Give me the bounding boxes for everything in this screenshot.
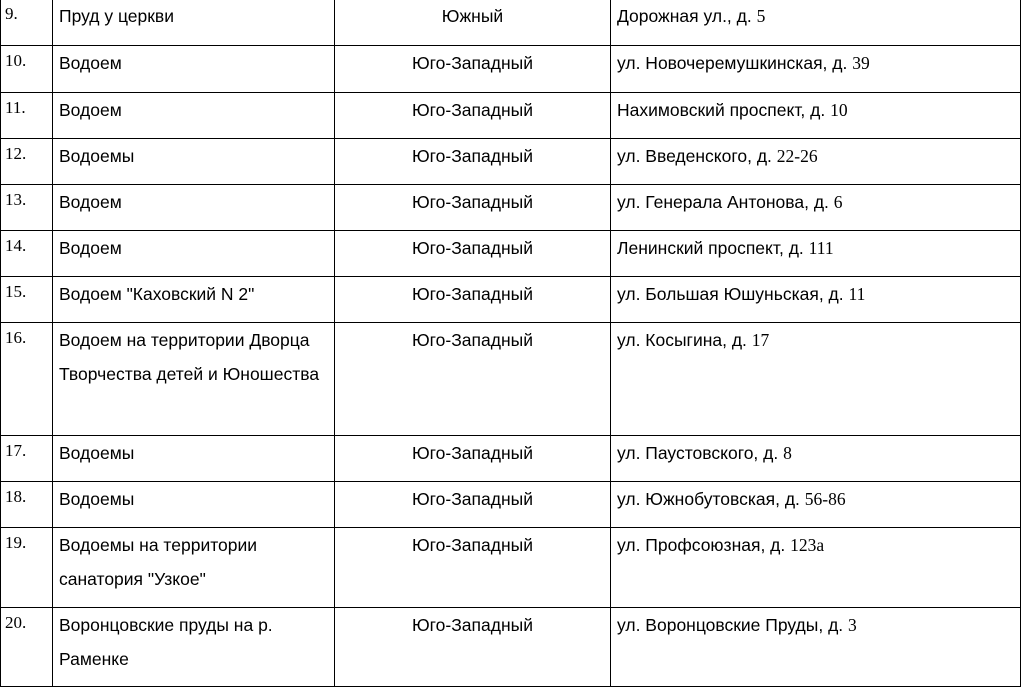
pond-name: Водоемы	[53, 139, 335, 185]
address-street: ул. Профсоюзная, д.	[617, 535, 791, 555]
pond-name: Водоем на территории Дворца Творчества детей и Юношества	[53, 323, 335, 436]
address-street: Нахимовский проспект, д.	[617, 100, 831, 120]
table-row	[1, 482, 1021, 528]
row-number: 13.	[1, 185, 53, 231]
table-row	[1, 277, 1021, 323]
district: Южный	[335, 0, 611, 46]
district: Юго-Западный	[335, 46, 611, 93]
row-number: 19.	[1, 528, 53, 608]
address	[611, 0, 1021, 46]
table-row	[1, 139, 1021, 185]
address-street: ул. Большая Юшуньская, д.	[617, 284, 849, 304]
address-house-number: 6	[833, 192, 843, 212]
table-row	[1, 323, 1021, 436]
row-number: 20.	[1, 608, 53, 687]
address	[611, 528, 1021, 608]
table-row	[1, 0, 1021, 46]
address	[611, 482, 1021, 528]
row-number: 14.	[1, 231, 53, 277]
address	[611, 139, 1021, 185]
table-row	[1, 231, 1021, 277]
table-row	[1, 93, 1021, 139]
address-street: Ленинский проспект, д.	[617, 238, 809, 258]
address-street: ул. Южнобутовская, д.	[617, 489, 805, 509]
address	[611, 93, 1021, 139]
pond-name: Водоемы	[53, 436, 335, 482]
address-street: ул. Генерала Антонова, д.	[617, 192, 834, 212]
address-street: ул. Воронцовские Пруды, д.	[617, 615, 849, 635]
pond-name: Водоем	[53, 231, 335, 277]
address-house-number: 111	[808, 238, 834, 258]
row-number: 15.	[1, 277, 53, 323]
address-house-number: 8	[783, 443, 792, 463]
district: Юго-Западный	[335, 323, 611, 436]
address-street: ул. Новочеремушкинская, д.	[617, 53, 853, 73]
address-house-number: 3	[848, 615, 857, 635]
address-street: Дорожная ул., д.	[617, 6, 757, 26]
district: Юго-Западный	[335, 608, 611, 687]
row-number: 10.	[1, 46, 53, 93]
address	[611, 608, 1021, 687]
district: Юго-Западный	[335, 93, 611, 139]
pond-name: Водоемы	[53, 482, 335, 528]
district: Юго-Западный	[335, 482, 611, 528]
address	[611, 436, 1021, 482]
district: Юго-Западный	[335, 528, 611, 608]
address	[611, 323, 1021, 436]
district: Юго-Западный	[335, 277, 611, 323]
table-row	[1, 46, 1021, 93]
table-row	[1, 436, 1021, 482]
district: Юго-Западный	[335, 436, 611, 482]
row-number: 17.	[1, 436, 53, 482]
district: Юго-Западный	[335, 185, 611, 231]
table-row	[1, 608, 1021, 687]
row-number: 11.	[1, 93, 53, 139]
address	[611, 231, 1021, 277]
pond-name: Воронцовские пруды на р. Раменке	[53, 608, 335, 687]
address-house-number: 123а	[790, 535, 825, 555]
address	[611, 185, 1021, 231]
address-house-number: 11	[848, 284, 866, 304]
address-street: ул. Паустовского, д.	[617, 443, 784, 463]
pond-name: Водоем "Каховский N 2"	[53, 277, 335, 323]
address	[611, 277, 1021, 323]
table-row	[1, 528, 1021, 608]
row-number: 12.	[1, 139, 53, 185]
address-house-number: 17	[751, 330, 770, 350]
row-number: 16.	[1, 323, 53, 436]
address-house-number: 39	[852, 53, 870, 73]
pond-name: Водоем	[53, 185, 335, 231]
row-number: 18.	[1, 482, 53, 528]
address-street: ул. Косыгина, д.	[617, 330, 752, 350]
ponds-table-body	[1, 0, 1021, 687]
address-street: ул. Введенского, д.	[617, 146, 777, 166]
address-house-number: 5	[756, 6, 766, 26]
pond-name: Водоем	[53, 93, 335, 139]
address-house-number: 56-86	[804, 489, 846, 509]
pond-name: Пруд у церкви	[53, 0, 335, 46]
pond-name: Водоем	[53, 46, 335, 93]
address-house-number: 22-26	[776, 146, 818, 166]
row-number: 9.	[1, 0, 53, 46]
table-row	[1, 185, 1021, 231]
pond-name: Водоемы на территории санатория "Узкое"	[53, 528, 335, 608]
district: Юго-Западный	[335, 231, 611, 277]
district: Юго-Западный	[335, 139, 611, 185]
address	[611, 46, 1021, 93]
address-house-number: 10	[830, 100, 848, 120]
